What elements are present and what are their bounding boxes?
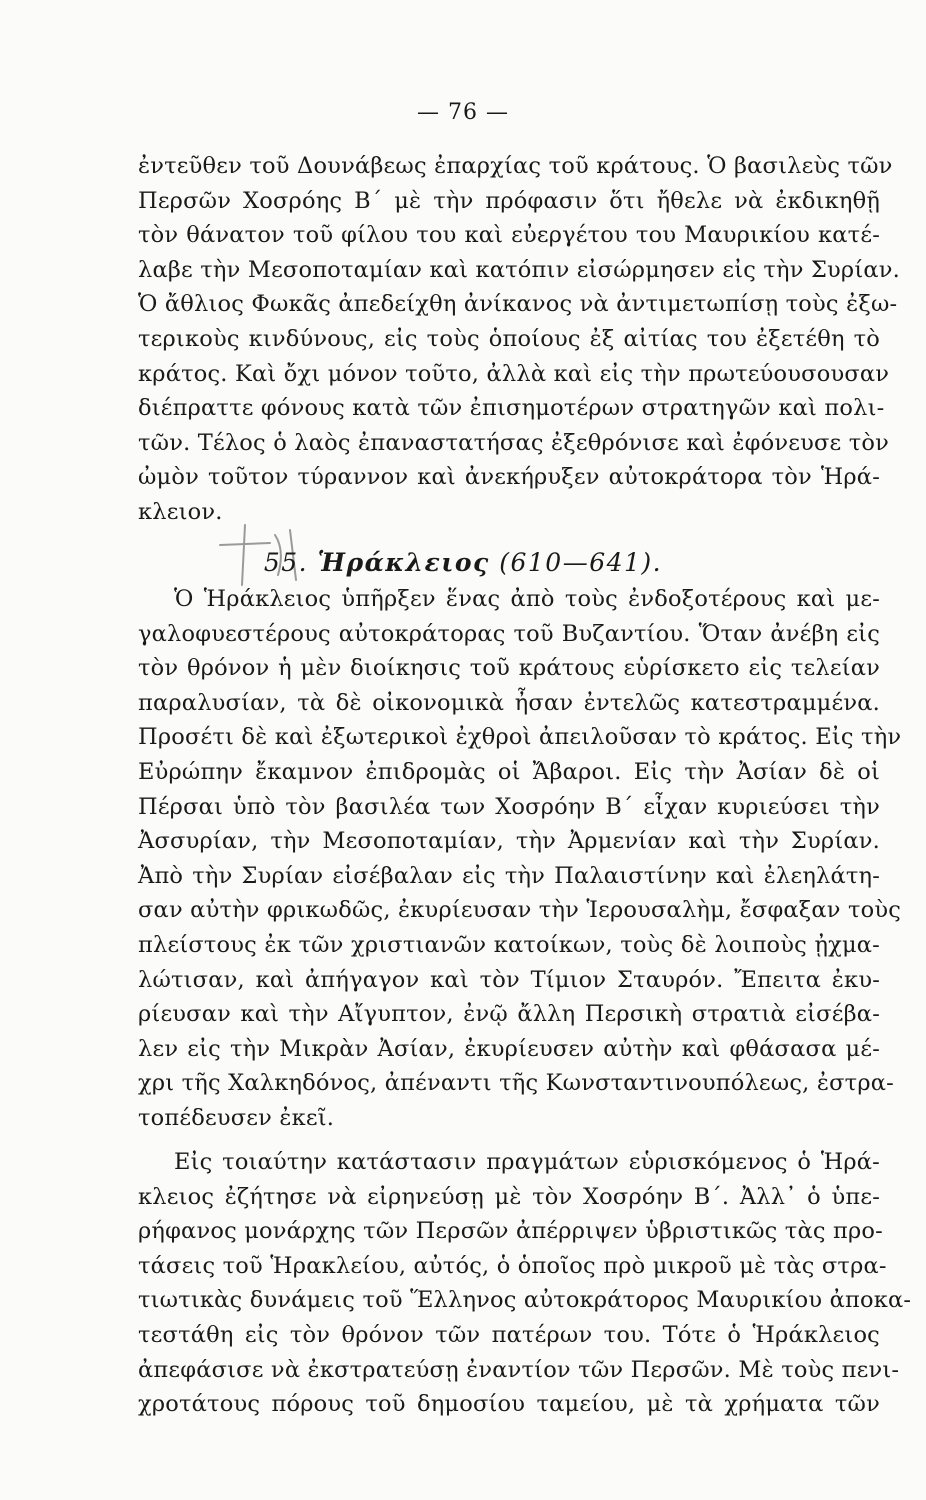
text-line: παραλυσίαν, τὰ δὲ οἰκονομικὰ ἦσαν ἐντελῶς κατεστραμμένα. bbox=[138, 689, 880, 716]
paragraph-2 bbox=[138, 582, 902, 1136]
text-line: τιωτικὰς δυνάμεις τοῦ Ἕλληνος αὐτοκράτορος Μαυρικίου ἀποκα- bbox=[138, 1287, 912, 1314]
text-line: κλειος ἐζήτησε νὰ εἰρηνεύσῃ μὲ τὸν Χοσρόην Β΄. Ἀλλ᾽ ὁ ὑπε- bbox=[138, 1183, 880, 1210]
text-line: Εὐρώπην ἔκαμνον ἐπιδρομὰς οἱ Ἄβαροι. Εἰς τὴν Ἀσίαν δὲ οἱ bbox=[138, 758, 880, 785]
text-line: λεν εἰς τὴν Μικρὰν Ἀσίαν, ἐκυρίευσεν αὐτὴν καὶ φθάσασα μέ- bbox=[138, 1035, 880, 1062]
text-line: κράτος. Καὶ ὄχι μόνον τοῦτο, ἀλλὰ καὶ εἰς τὴν πρωτεύουσουσαν bbox=[138, 360, 890, 387]
text-line: τῶν. Τέλος ὁ λαὸς ἐπαναστατήσας ἐξεθρόνισε καὶ ἐφόνευσε τὸν bbox=[138, 429, 889, 456]
text-line: χροτάτους πόρους τοῦ δημοσίου ταμείου, μὲ τὰ χρήματα τῶν bbox=[138, 1391, 880, 1418]
text-line: Ὁ Ἡράκλειος ὑπῆρξεν ἕνας ἀπὸ τοὺς ἐνδοξοτέρους καὶ με- bbox=[174, 586, 880, 612]
text-line: κλειον. bbox=[138, 498, 223, 525]
text-line: ρίευσαν καὶ τὴν Αἴγυπτον, ἐνῷ ἄλλη Περσικὴ στρατιὰ εἰσέβα- bbox=[138, 1001, 880, 1028]
text-line: τοπέδευσεν ἐκεῖ. bbox=[138, 1104, 335, 1131]
text-line: ἐντεῦθεν τοῦ Δουνάβεως ἐπαρχίας τοῦ κράτους. Ὁ βασιλεὺς τῶν bbox=[138, 153, 893, 179]
text-line: τάσεις τοῦ Ἡρακλείου, αὐτός, ὁ ὁποῖος πρὸ μικροῦ μὲ τὰς στρα- bbox=[138, 1252, 887, 1279]
text-line: τερικοὺς κινδύνους, εἰς τοὺς ὁποίους ἐξ αἰτίας του ἐξετέθη τὸ bbox=[138, 325, 880, 352]
section-heading bbox=[0, 548, 926, 577]
text-line: Ὁ ἄθλιος Φωκᾶς ἀπεδείχθη ἀνίκανος νὰ ἀντιμετωπίσῃ τοὺς ἐξω- bbox=[138, 291, 898, 318]
text-line: γαλοφυεστέρους αὐτοκράτορας τοῦ Βυζαντίου. Ὅταν ἀνέβη εἰς bbox=[138, 620, 880, 647]
section-dates: (610—641). bbox=[499, 548, 663, 577]
text-line: τὸν θρόνον ἡ μὲν διοίκησις τοῦ κράτους εὑρίσκετο εἰς τελείαν bbox=[138, 655, 880, 682]
text-line: τεστάθη εἰς τὸν θρόνον τῶν πατέρων του. Τότε ὁ Ἡράκλειος bbox=[138, 1321, 880, 1348]
text-line: σαν αὐτὴν φρικωδῶς, ἐκυρίευσαν τὴν Ἱερουσαλὴμ, ἔσφαξαν τοὺς bbox=[138, 897, 902, 924]
page-number: — 76 — bbox=[417, 100, 509, 125]
text-line: ἀπεφάσισε νὰ ἐκστρατεύσῃ ἐναντίον τῶν Περσῶν. Μὲ τοὺς πενι- bbox=[138, 1356, 900, 1383]
text-line: Περσῶν Χοσρόης Β΄ μὲ τὴν πρόφασιν ὅτι ἤθελε νὰ ἐκδικηθῇ bbox=[138, 187, 880, 214]
paragraph-1 bbox=[138, 149, 901, 530]
text-line: Ἀσσυρίαν, τὴν Μεσοποταμίαν, τὴν Ἀρμενίαν καὶ τὴν Συρίαν. bbox=[138, 828, 880, 855]
text-line: χρι τῆς Χαλκηδόνος, ἀπέναντι τῆς Κωνσταντινουπόλεως, ἐστρα- bbox=[138, 1070, 894, 1097]
text-line: Εἰς τοιαύτην κατάστασιν πραγμάτων εὑρισκόμενος ὁ Ἡρά- bbox=[174, 1149, 880, 1175]
text-line: τὸν θάνατον τοῦ φίλου του καὶ εὐεργέτου του Μαυρικίου κατέ- bbox=[138, 222, 880, 249]
text-line: λαβε τὴν Μεσοποταμίαν καὶ κατόπιν εἰσώρμησεν εἰς τὴν Συρίαν. bbox=[138, 256, 901, 283]
section-number: 55. bbox=[263, 548, 309, 577]
text-line: λώτισαν, καὶ ἀπήγαγον καὶ τὸν Τίμιον Σταυρόν. Ἔπειτα ἐκυ- bbox=[138, 966, 880, 993]
text-line: πλείστους ἐκ τῶν χριστιανῶν κατοίκων, τοὺς δὲ λοιποὺς ᾐχμα- bbox=[138, 931, 880, 958]
section-title: Ἡράκλειος bbox=[317, 548, 490, 577]
text-line: Ἀπὸ τὴν Συρίαν εἰσέβαλαν εἰς τὴν Παλαιστίνην καὶ ἐλεηλάτη- bbox=[138, 862, 880, 889]
paragraph-3 bbox=[138, 1145, 912, 1422]
text-line: Πέρσαι ὑπὸ τὸν βασιλέα των Χοσρόην Β΄ εἶχαν κυριεύσει τὴν bbox=[138, 793, 880, 820]
text-line: Προσέτι δὲ καὶ ἐξωτερικοὶ ἐχθροὶ ἀπειλοῦσαν τὸ κράτος. Εἰς τὴν bbox=[138, 724, 902, 751]
text-line: ὠμὸν τοῦτον τύραννον καὶ ἀνεκήρυξεν αὐτοκράτορα τὸν Ἡρά- bbox=[138, 464, 880, 491]
text-line: ρήφανος μονάρχης τῶν Περσῶν ἀπέρριψεν ὑβριστικῶς τὰς προ- bbox=[138, 1218, 883, 1245]
text-line: διέπραττε φόνους κατὰ τῶν ἐπισημοτέρων στρατηγῶν καὶ πολι- bbox=[138, 395, 885, 422]
